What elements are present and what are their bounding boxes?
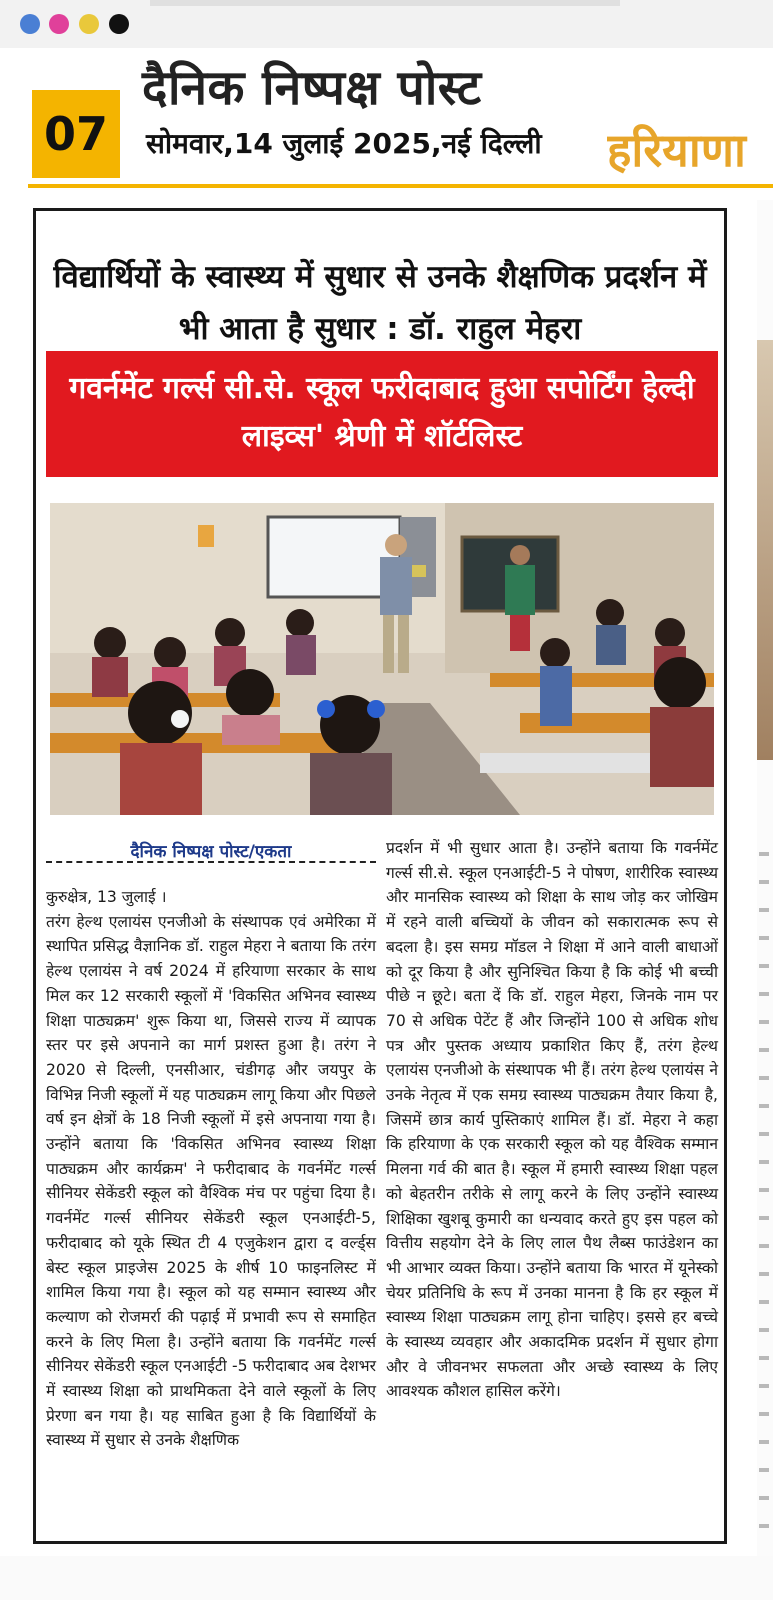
page-number-badge: 07 bbox=[32, 90, 120, 178]
newspaper-name: दैनिक निष्पक्ष पोस्ट bbox=[142, 60, 482, 116]
black-dot-icon bbox=[109, 14, 129, 34]
adjacent-text-crop bbox=[759, 840, 769, 1540]
cropped-banner-strip bbox=[150, 0, 620, 6]
news-article bbox=[33, 208, 727, 1544]
pink-dot-icon bbox=[49, 14, 69, 34]
classroom-photo bbox=[50, 503, 714, 815]
article-subheadline: गवर्नमेंट गर्ल्स सी.से. स्कूल फरीदाबाद हुआ सपोर्टिंग हेल्दी लाइव्स' श्रेणी में शॉर्टलिस्ट bbox=[46, 351, 718, 477]
blue-dot-icon bbox=[20, 14, 40, 34]
browser-top-bar bbox=[0, 0, 773, 48]
article-body-column-right: प्रदर्शन में भी सुधार आता है। उन्होंने बताया कि गवर्नमेंट गर्ल्स सी.से. स्कूल एनआईटी-5 ने पोषण, शारीरिक स्वास्थ्य और मानसिक स्वास्थ्य को शिक्षा के साथ जोड़ कर जोखिम में रहने वाली बच्चियों के जीवन को सकारात्मक रूप से बदला है। इस समग्र मॉडल ने शिक्षा में आने वाली बाधाओं को दूर किया है और सुनिश्चित किया है कि कोई भी बच्ची पीछे न छूटे। बता दें कि डॉ. राहुल मेहरा, जिनके नाम पर 70 से अधिक पेटेंट हैं और जिन्होंने 100 से अधिक शोध पत्र और पुस्तक अध्याय प्रकाशित किए हैं, तरंग हेल्थ एलायंस एनजीओ के संस्थापक भी हैं। तरंग हेल्थ एलायंस ने उनके नेतृत्व में एक समग्र स्वास्थ्य पाठ्यक्रम तैयार किया है, जिसमें छात्र कार्य पुस्तिकाएं शामिल हैं। डॉ. मेहरा ने कहा कि हरियाणा के एक सरकारी स्कूल को यह वैश्विक सम्मान मिलना गर्व की बात है। स्कूल में हमारी स्वास्थ्य शिक्षा पहल को बेहतरीन तरीके से लागू करने के लिए उन्होंने स्वास्थ्य शिक्षिका खुशबू कुमारी का धन्यवाद करते हुए इस पहल को वित्तीय सहयोग देने के लिए लाल पैथ लैब्स फाउंडेशन का भी आभार व्यक्त किया। उन्होंने बताया कि भारत में यूनेस्को चेयर प्रतिनिधि के रूप में उनका मानना है कि हर स्कूल में स्वास्थ्य शिक्षा पाठ्यक्रम लागू होना चाहिए। इससे हर बच्चे के स्वास्थ्य व्यवहार और अकादमिक प्रदर्शन में सुधार होगा और वे जीवनभर सफलता और अच्छे स्वास्थ्य के लिए आवश्यक कौशल हासिल करेंगे। bbox=[386, 839, 718, 1401]
page-bottom-strip bbox=[0, 1556, 773, 1600]
classroom-illustration bbox=[50, 503, 714, 815]
section-label: हरियाणा bbox=[607, 123, 746, 177]
article-headline: विद्यार्थियों के स्वास्थ्य में सुधार से उनके शैक्षणिक प्रदर्शन में भी आता है सुधार : डॉ. राहुल मेहरा bbox=[53, 259, 707, 347]
article-byline: दैनिक निष्पक्ष पोस्ट/एकता bbox=[130, 842, 292, 862]
adjacent-column-crop bbox=[757, 200, 773, 1570]
masthead-rule bbox=[28, 184, 773, 188]
byline-dashed-rule bbox=[46, 861, 376, 863]
article-body-column-left: कुरुक्षेत्र, 13 जुलाई । तरंग हेल्थ एलायंस एनजीओ के संस्थापक एवं अमेरिका में स्थापित प्रसिद्ध वैज्ञानिक डॉ. राहुल मेहरा ने बताया कि तरंग हेल्थ एलायंस ने वर्ष 2024 में हरियाणा सरकार के साथ मिल कर 12 सरकारी स्कूलों में 'विकसित अभिनव स्वास्थ्य शिक्षा पाठ्यक्रम' शुरू किया था, जिससे राज्य में व्यापक स्तर पर इसे अपनाने का मार्ग प्रशस्त हुआ है। तरंग ने 2020 से दिल्ली, एनसीआर, चंडीगढ़ और जयपुर के विभिन्न निजी स्कूलों में यह पाठ्यक्रम लागू किया और पिछले वर्ष इन क्षेत्रों के 18 निजी स्कूलों में इसे अपनाया गया है। उन्होंने बताया कि 'विकसित अभिनव स्वास्थ्य शिक्षा पाठ्यक्रम और कार्यक्रम' ने फरीदाबाद के गवर्नमेंट गर्ल्स सीनियर सेकेंडरी स्कूल को वैश्विक मंच पर पहुंचा दिया है। गवर्नमेंट गर्ल्स सीनियर सेकेंडरी स्कूल एनआईटी-5, फरीदाबाद को यूके स्थित टी 4 एजुकेशन द्वारा द वर्ल्ड्स बेस्ट स्कूल प्राइजेस 2025 के शीर्ष 10 फाइनलिस्ट में शामिल किया गया है। स्कूल को यह सम्मान स्वास्थ्य और कल्याण को रोजमर्रा की पढ़ाई में प्रभावी रूप से समाहित करने के लिए मिला है। उन्होंने बताया कि गवर्नमेंट गर्ल्स सीनियर सेकेंडरी स्कूल एनआईटी -5 फरीदाबाद अब देशभर में स्वास्थ्य शिक्षा को प्राथमिकता देने वाले स्कूलों के लिए प्रेरणा बन गया है। यह साबित हुआ है कि विद्यार्थियों के स्वास्थ्य में सुधार से उनके शैक्षणिक bbox=[46, 888, 376, 1450]
adjacent-photo-crop bbox=[757, 340, 773, 760]
yellow-dot-icon bbox=[79, 14, 99, 34]
dateline: सोमवार,14 जुलाई 2025,नई दिल्ली bbox=[146, 127, 542, 160]
